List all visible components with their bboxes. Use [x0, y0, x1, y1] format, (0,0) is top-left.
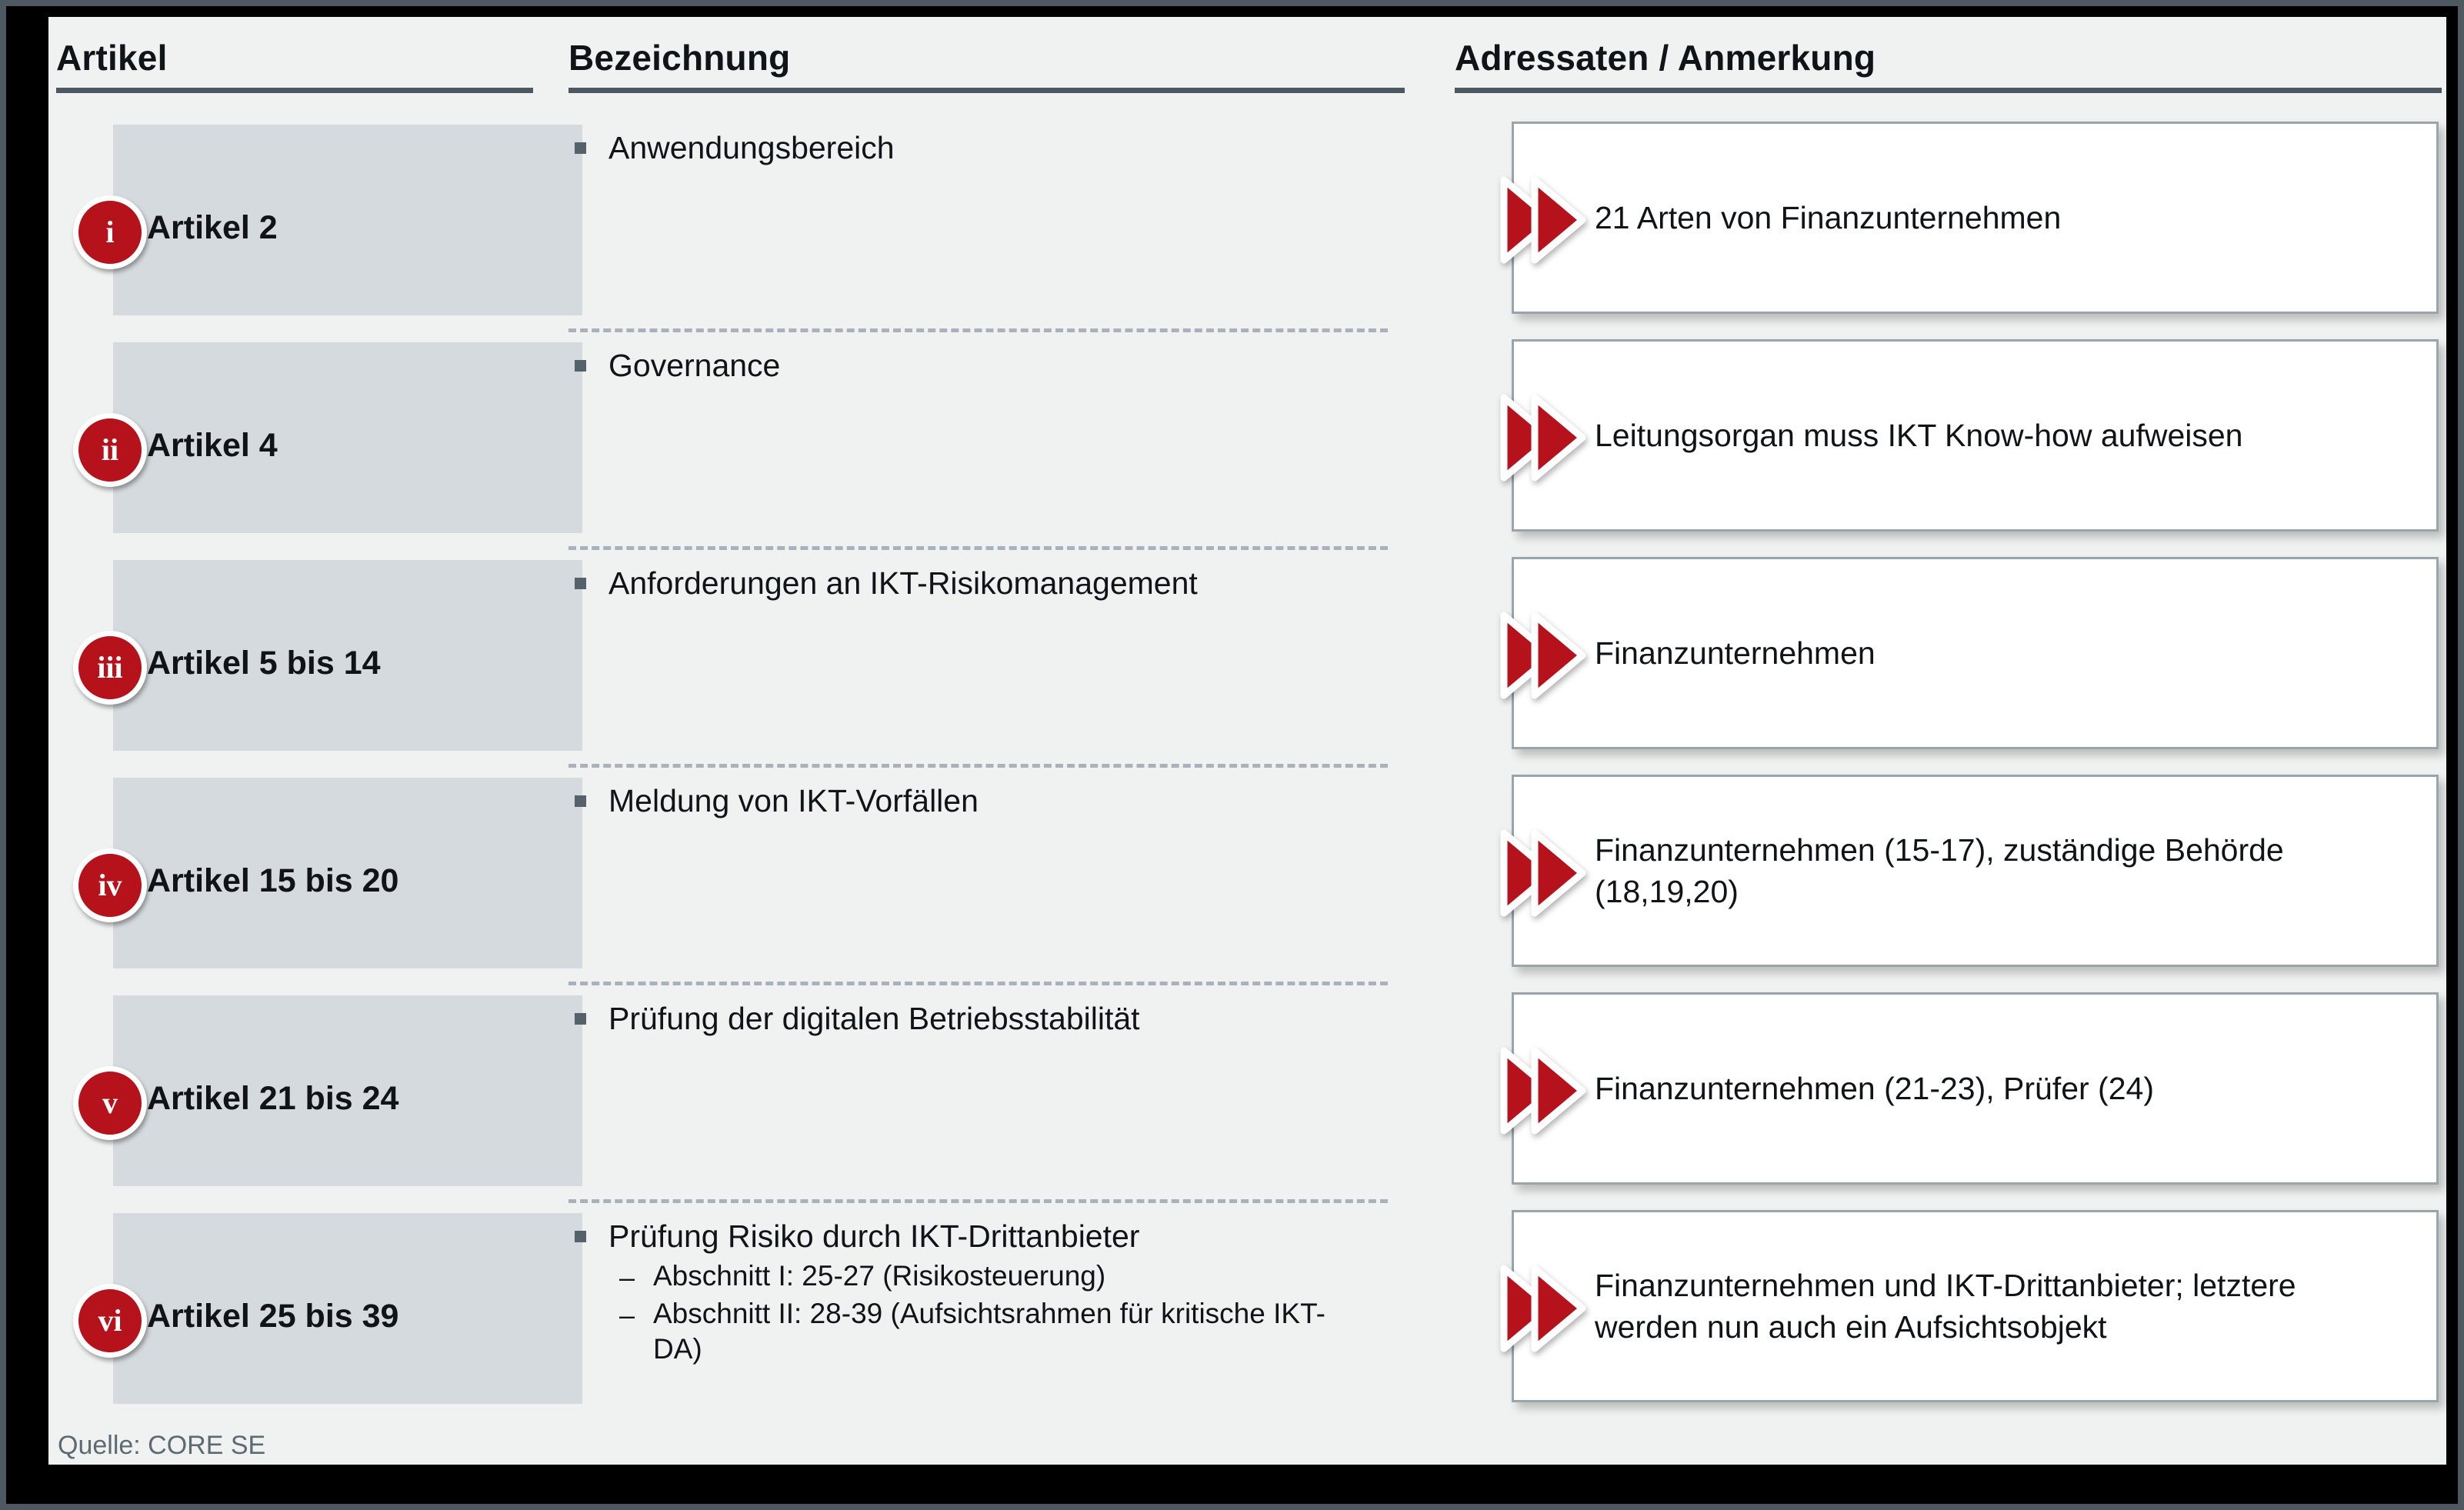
- column-header-rule: [56, 88, 533, 93]
- addressee-cell: [1455, 764, 2446, 982]
- column-header-addressees: [1455, 37, 2442, 93]
- en-dash-bullet-icon: –: [619, 1299, 635, 1332]
- column-header-rule: [1455, 88, 2442, 93]
- addressee-cell: [1455, 982, 2446, 1199]
- article-label: Artikel 5 bis 14: [147, 645, 381, 682]
- table-row: [48, 1199, 2446, 1417]
- square-bullet-icon: [575, 360, 586, 372]
- addressee-cell: [1455, 546, 2446, 764]
- addressee-label: Leitungsorgan muss IKT Know-how aufweisen: [1595, 417, 2243, 453]
- source-note: Quelle: CORE SE: [58, 1431, 266, 1460]
- roman-numeral-badge: v: [73, 1066, 147, 1140]
- bullet-list: [575, 347, 1407, 388]
- article-label: Artikel 25 bis 39: [147, 1298, 399, 1335]
- bullet-item: [575, 1218, 1407, 1255]
- sub-bullet-label: Abschnitt I: 25-27 (Risikosteuerung): [653, 1260, 1106, 1292]
- addressee-label: Finanzunternehmen: [1595, 635, 1876, 671]
- table-row: [48, 546, 2446, 764]
- row-divider: [568, 328, 1388, 332]
- column-header-rule: [568, 88, 1405, 93]
- addressee-card[interactable]: [1512, 122, 2439, 314]
- row-divider: [568, 982, 1388, 985]
- row-divider: [568, 764, 1388, 768]
- addressee-label: Finanzunternehmen und IKT-Drittanbieter; letztere werden nun auch ein Aufsichtsobjekt: [1595, 1267, 2296, 1345]
- table-row: [48, 328, 2446, 546]
- square-bullet-icon: [575, 1013, 586, 1025]
- table-row: [48, 764, 2446, 982]
- column-header-article: [56, 37, 533, 93]
- column-header-addressees-label: Adressaten / Anmerkung: [1455, 38, 1876, 78]
- article-label: Artikel 4: [147, 427, 278, 464]
- sub-bullet-item: [619, 1296, 1407, 1368]
- designation-cell: [568, 1199, 1407, 1417]
- addressee-cell: [1455, 328, 2446, 546]
- double-chevron-right-icon: [1492, 1040, 1593, 1142]
- square-bullet-icon: [575, 795, 586, 807]
- designation-cell: [568, 546, 1407, 764]
- column-header-article-label: Artikel: [56, 38, 168, 78]
- designation-label: Prüfung der digitalen Betriebsstabilität: [608, 1001, 1140, 1036]
- addressee-cell: [1455, 1199, 2446, 1417]
- double-chevron-right-icon: [1492, 1258, 1593, 1359]
- bullet-list: [575, 129, 1407, 170]
- double-chevron-right-icon: [1492, 387, 1593, 488]
- addressee-label: 21 Arten von Finanzunternehmen: [1595, 199, 2062, 235]
- roman-numeral-badge: iv: [73, 848, 147, 922]
- designation-label: Meldung von IKT-Vorfällen: [608, 783, 979, 818]
- designation-cell: [568, 328, 1407, 546]
- roman-numeral-badge: iii: [73, 631, 147, 705]
- designation-label: Governance: [608, 348, 781, 383]
- slide-frame: [6, 6, 2458, 1504]
- bullet-item: [575, 347, 1407, 385]
- table-header-row: [48, 17, 2446, 109]
- square-bullet-icon: [575, 142, 586, 154]
- sub-bullet-list: [619, 1258, 1407, 1368]
- designation-cell: [568, 111, 1407, 328]
- addressee-card[interactable]: [1512, 992, 2439, 1185]
- addressee-cell: [1455, 111, 2446, 328]
- addressee-label: Finanzunternehmen (21-23), Prüfer (24): [1595, 1070, 2154, 1106]
- square-bullet-icon: [575, 1231, 586, 1242]
- bullet-item: [575, 565, 1407, 602]
- designation-cell: [568, 764, 1407, 982]
- bottom-crop-band: [6, 1465, 2458, 1504]
- addressee-card[interactable]: [1512, 557, 2439, 749]
- double-chevron-right-icon: [1492, 169, 1593, 271]
- roman-numeral-badge: ii: [73, 413, 147, 487]
- designation-cell: [568, 982, 1407, 1199]
- roman-numeral-badge: i: [73, 195, 147, 269]
- bullet-item: [575, 782, 1407, 820]
- bullet-list: [575, 1218, 1407, 1369]
- bullet-item: [575, 129, 1407, 167]
- article-label: Artikel 2: [147, 209, 278, 246]
- article-label: Artikel 15 bis 20: [147, 862, 399, 899]
- article-label: Artikel 21 bis 24: [147, 1080, 399, 1117]
- table-row: [48, 111, 2446, 328]
- column-header-designation-label: Bezeichnung: [568, 38, 791, 78]
- double-chevron-right-icon: [1492, 822, 1593, 924]
- slide-canvas: [48, 17, 2446, 1465]
- designation-label: Prüfung Risiko durch IKT-Drittanbieter: [608, 1218, 1140, 1254]
- bullet-list: [575, 1000, 1407, 1041]
- sub-bullet-item: [619, 1258, 1407, 1295]
- row-divider: [568, 546, 1388, 550]
- roman-numeral-badge: vi: [73, 1284, 147, 1358]
- sub-bullet-label: Abschnitt II: 28-39 (Aufsichtsrahmen für kritische IKT-DA): [653, 1298, 1325, 1365]
- bullet-item: [575, 1000, 1407, 1038]
- table-body: [48, 111, 2446, 1417]
- designation-label: Anwendungsbereich: [608, 130, 895, 165]
- bullet-list: [575, 782, 1407, 823]
- addressee-card[interactable]: [1512, 775, 2439, 967]
- row-divider: [568, 1199, 1388, 1203]
- column-header-designation: [568, 37, 1405, 93]
- addressee-card[interactable]: [1512, 339, 2439, 532]
- designation-label: Anforderungen an IKT-Risikomanagement: [608, 565, 1198, 601]
- addressee-label: Finanzunternehmen (15-17), zuständige Behörde (18,19,20): [1595, 832, 2284, 909]
- table-row: [48, 982, 2446, 1199]
- bullet-list: [575, 565, 1407, 605]
- double-chevron-right-icon: [1492, 605, 1593, 706]
- en-dash-bullet-icon: –: [619, 1262, 635, 1294]
- square-bullet-icon: [575, 578, 586, 589]
- addressee-card[interactable]: [1512, 1210, 2439, 1402]
